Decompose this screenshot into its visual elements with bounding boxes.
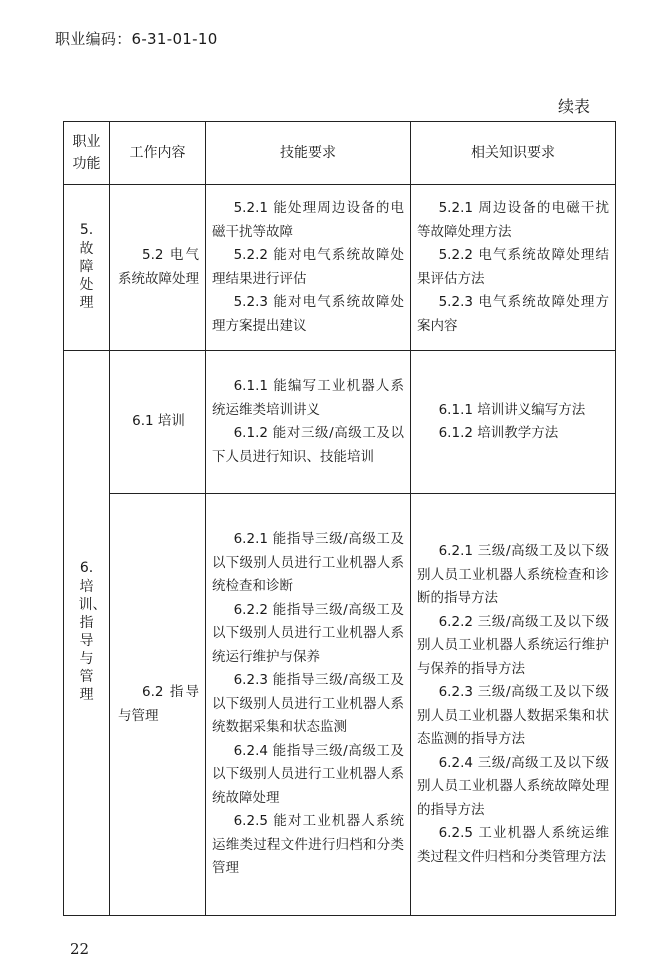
skill-item: 6.2.4 能指导三级/高级工及以下级别人员进行工业机器人系统故障处理 [212, 742, 404, 806]
occupation-code: 职业编码：6-31-01-10 [55, 30, 218, 48]
skill-item: 5.2.2 能对电气系统故障处理结果进行评估 [212, 247, 404, 287]
knowledge-requirements-cell [411, 185, 616, 351]
work-content-cell: 5.2 电气系统故障处理 [110, 185, 206, 351]
skill-item: 6.2.5 能对工业机器人系统运维类过程文件进行归档和分类管理 [212, 813, 404, 877]
table-row [64, 185, 616, 351]
skill-requirements-cell [206, 494, 411, 916]
skills-table [63, 121, 616, 916]
knowledge-requirements-cell [411, 351, 616, 494]
column-header-skills: 技能要求 [206, 122, 411, 185]
function-cell-5 [64, 185, 110, 351]
knowledge-item: 5.2.1 周边设备的电磁干扰等故障处理方法 [417, 200, 609, 240]
knowledge-item: 6.2.4 三级/高级工及以下级别人员工业机器人系统故障处理的指导方法 [417, 754, 609, 818]
function-cell-6 [64, 351, 110, 916]
knowledge-item: 6.1.2 培训教学方法 [438, 425, 559, 441]
continued-label: 续表 [558, 97, 591, 116]
function-label: 故障处理 [79, 240, 94, 311]
function-label: 培训、指导与管理 [78, 579, 107, 704]
page-number: 22 [70, 940, 90, 958]
skill-item: 6.2.3 能指导三级/高级工及以下级别人员进行工业机器人系统数据采集和状态监测 [212, 672, 404, 736]
skill-item: 6.2.1 能指导三级/高级工及以下级别人员进行工业机器人系统检查和诊断 [212, 531, 404, 595]
function-number: 5. [79, 221, 94, 238]
knowledge-item: 6.2.5 工业机器人系统运维类过程文件归档和分类管理方法 [417, 825, 609, 865]
table-header-row [64, 122, 616, 185]
knowledge-item: 6.2.2 三级/高级工及以下级别人员工业机器人系统运行维护与保养的指导方法 [417, 613, 609, 677]
function-number: 6. [79, 560, 94, 577]
column-header-function: 职业 功能 [64, 122, 110, 185]
column-header-knowledge: 相关知识要求 [411, 122, 616, 185]
knowledge-item: 6.1.1 培训讲义编写方法 [438, 401, 586, 418]
work-content-cell: 6.2 指导与管理 [110, 494, 206, 916]
knowledge-item: 6.2.1 三级/高级工及以下级别人员工业机器人系统检查和诊断的指导方法 [417, 543, 609, 606]
table-row [64, 494, 616, 916]
column-header-work: 工作内容 [110, 122, 206, 185]
skill-requirements-cell [206, 351, 411, 494]
knowledge-item: 5.2.2 电气系统故障处理结果评估方法 [417, 247, 609, 287]
skill-item: 6.1.2 能对三级/高级工及以下人员进行知识、技能培训 [212, 425, 404, 465]
table-row [64, 351, 616, 494]
skill-requirements-cell [206, 185, 411, 351]
skill-item: 6.2.2 能指导三级/高级工及以下级别人员进行工业机器人系统运行维护与保养 [212, 601, 404, 665]
skill-item: 5.2.3 能对电气系统故障处理方案提出建议 [212, 294, 404, 334]
knowledge-requirements-cell [411, 494, 616, 916]
skill-item: 6.1.1 能编写工业机器人系统运维类培训讲义 [212, 378, 404, 418]
knowledge-item: 6.2.3 三级/高级工及以下级别人员工业机器人数据采集和状态监测的指导方法 [417, 684, 609, 747]
work-content-cell: 6.1 培训 [110, 351, 206, 494]
knowledge-item: 5.2.3 电气系统故障处理方案内容 [417, 294, 609, 334]
skill-item: 5.2.1 能处理周边设备的电磁干扰等故障 [212, 200, 404, 240]
